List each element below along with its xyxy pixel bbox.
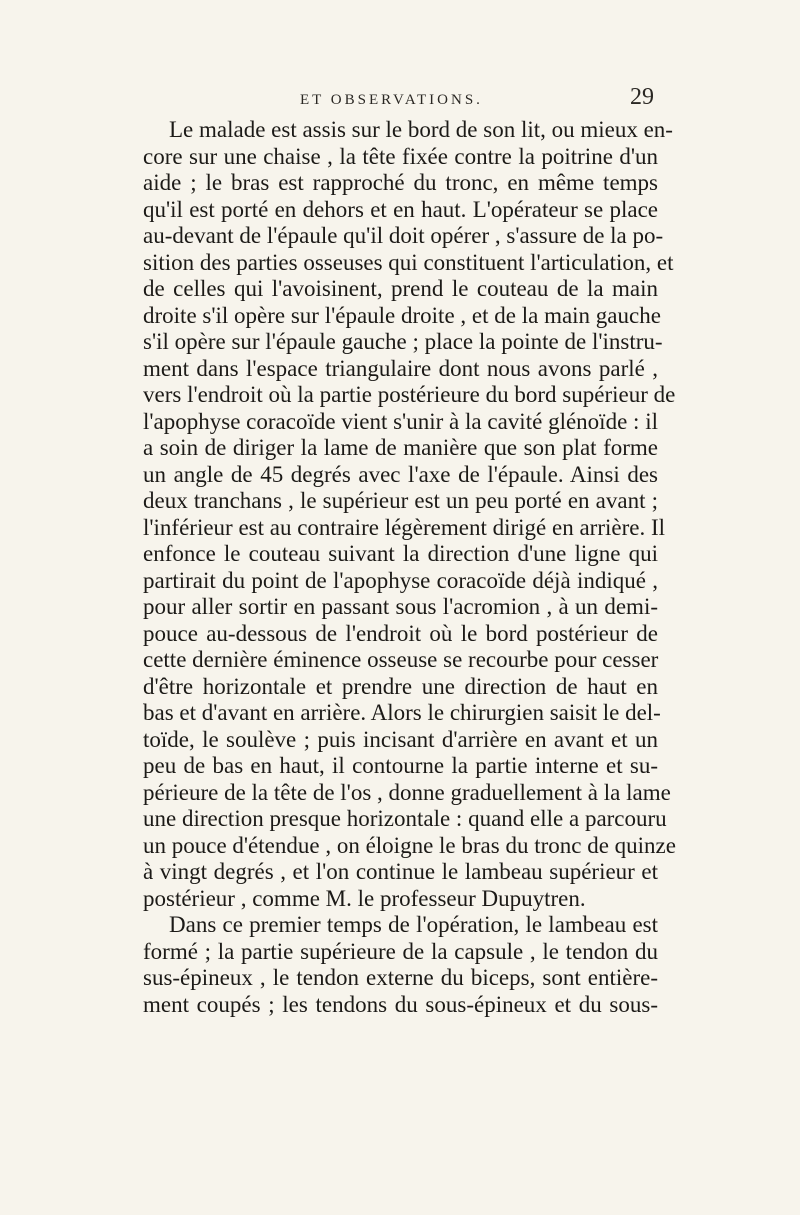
text-line: l'apophyse coracoïde vient s'unir à la cavité glénoïde : il (143, 408, 658, 434)
running-head: ET OBSERVATIONS. (300, 92, 483, 108)
text-line: s'il opère sur l'épaule gauche ; place la pointe de l'instru- (143, 329, 663, 354)
text-line: sus-épineux , le tendon externe du biceps, sont entière- (143, 965, 658, 990)
body-text (143, 117, 676, 1018)
text-line: un pouce d'étendue , on éloigne le bras du tronc de quinze (143, 832, 676, 858)
text-line: postérieur , comme M. le professeur Dupuytren. (143, 885, 586, 911)
text-line: bas et d'avant en arrière. Alors le chirurgien saisit le del- (143, 700, 661, 725)
text-line: un angle de 45 degrés avec l'axe de l'épaule. Ainsi des (143, 461, 658, 487)
text-line: Dans ce premier temps de l'opération, le lambeau est (169, 912, 658, 937)
text-line: d'être horizontale et prendre une direction de haut en (143, 673, 658, 699)
text-line: ment coupés ; les tendons du sous-épineux et du sous- (143, 991, 658, 1017)
text-line: cette dernière éminence osseuse se recourbe pour cesser (143, 647, 659, 672)
text-line: toïde, le soulève ; puis incisant d'arrière en avant et un (143, 726, 658, 752)
page-number: 29 (630, 84, 654, 110)
text-line: ment dans l'espace triangulaire dont nous avons parlé , (143, 355, 658, 381)
text-line: vers l'endroit où la partie postérieure du bord supérieur de (143, 382, 676, 407)
text-line: qu'il est porté en dehors et en haut. L'opérateur se place (143, 196, 658, 222)
text-line: enfonce le couteau suivant la direction d'une ligne qui (143, 541, 658, 566)
text-line: de celles qui l'avoisinent, prend le couteau de la main (143, 276, 658, 301)
text-line: à vingt degrés , et l'on continue le lambeau supérieur et (143, 859, 658, 884)
text-line: formé ; la partie supérieure de la capsule , le tendon du (143, 938, 658, 964)
text-line: peu de bas en haut, il contourne la partie interne et su- (143, 753, 658, 778)
text-line: core sur une chaise , la tête fixée contre la poitrine d'un (143, 143, 658, 169)
text-line: droite s'il opère sur l'épaule droite , et de la main gauche (143, 302, 661, 328)
text-line: pour aller sortir en passant sous l'acromion , à un demi- (143, 594, 658, 619)
text-line: deux tranchans , le supérieur est un peu porté en avant ; (143, 488, 658, 513)
text-line: a soin de diriger la lame de manière que son plat forme (143, 435, 658, 460)
text-line: Le malade est assis sur le bord de son lit, ou mieux en- (169, 117, 673, 142)
text-line: l'inférieur est au contraire légèrement dirigé en arrière. Il (143, 514, 666, 540)
text-line: partirait du point de l'apophyse coracoïde déjà indiqué , (143, 567, 658, 593)
text-line: sition des parties osseuses qui constituent l'articulation, et (143, 249, 674, 275)
text-line: périeure de la tête de l'os , donne graduellement à la lame (143, 779, 671, 805)
text-line: pouce au-dessous de l'endroit où le bord postérieur de (143, 620, 658, 646)
text-line: une direction presque horizontale : quand elle a parcouru (143, 806, 667, 831)
text-line: aide ; le bras est rapproché du tronc, en même temps (143, 170, 658, 195)
text-line: au-devant de l'épaule qu'il doit opérer , s'assure de la po- (143, 223, 664, 248)
